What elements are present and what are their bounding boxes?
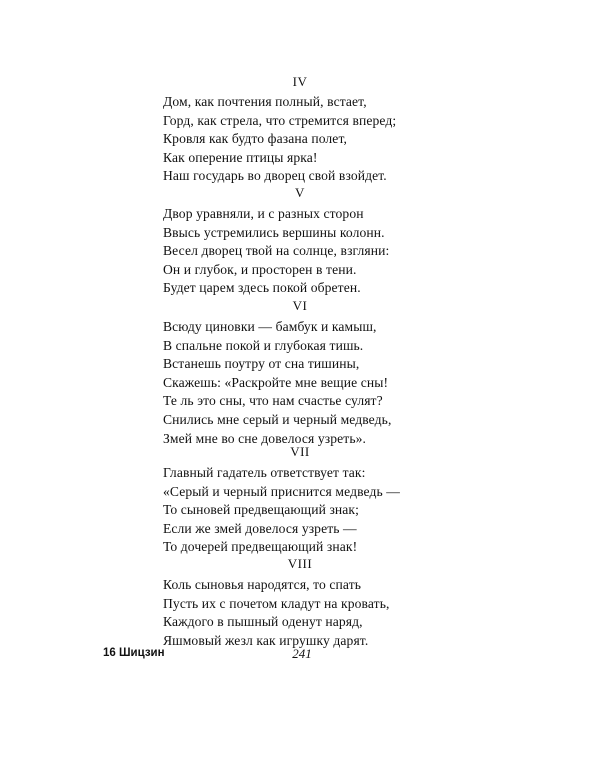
stanza [163,205,463,298]
poem-line: Коль сыновья народятся, то спать [163,577,362,592]
poem-line: «Серый и черный приснится медведь — [163,483,400,499]
poem-line: Каждого в пышный оденут наряд, [163,614,363,630]
poem-line: Пусть их с почетом кладут на кровать, [163,595,390,611]
poem-line: Змей мне во сне довелося узреть». [163,430,367,446]
poem-line: Всюду циновки — бамбук и камыш, [163,319,377,334]
stanza [163,464,463,557]
poem-line: То сыновей предвещающий знак; [163,502,360,518]
poem-line: Яшмовый жезл как игрушку дарят. [163,632,369,648]
poem-line: Кровля как будто фазана полет, [163,131,347,147]
page-number: 241 [292,646,312,661]
poem-line: Те ль это сны, что нам счастье сулят? [163,393,383,409]
poem-line: Двор уравняли, и с разных сторон [163,206,364,221]
stanza [163,576,463,650]
poem-line: Если же змей довелося узреть — [163,520,357,536]
stanza-number: VI [292,298,308,313]
stanza-number: IV [292,74,308,89]
poem-line: Встанешь поутру от сна тишины, [163,356,360,372]
poem-line: То дочерей предвещающий знак! [163,539,358,555]
printer-signature: 16 Шицзин [103,647,165,659]
poem-line: Скажешь: «Раскройте мне вещие сны! [163,374,389,390]
poem-line: Наш государь во дворец свой взойдет. [163,168,387,184]
poem-line: Горд, как стрела, что стремится вперед; [163,112,397,128]
poem-line: В спальне покой и глубокая тишь. [163,337,364,353]
poem-line: Весел дворец твой на солнце, взгляни: [163,243,390,259]
stanza-number: VIII [287,556,313,571]
poem-line: Он и глубок, и просторен в тени. [163,261,357,277]
poem-line: Снились мне серый и черный медведь, [163,411,392,427]
stanza-number: V [295,185,305,200]
poem-line: Будет царем здесь покой обретен. [163,280,361,296]
poem-line: Как оперение птицы ярка! [163,149,318,165]
poem-line: Ввысь устремились вершины колонн. [163,224,385,240]
stanza [163,93,463,186]
stanza-number: VII [290,444,310,459]
stanza [163,318,463,448]
poem-line: Дом, как почтения полный, встает, [163,94,367,109]
poem-line: Главный гадатель ответствует так: [163,465,366,480]
